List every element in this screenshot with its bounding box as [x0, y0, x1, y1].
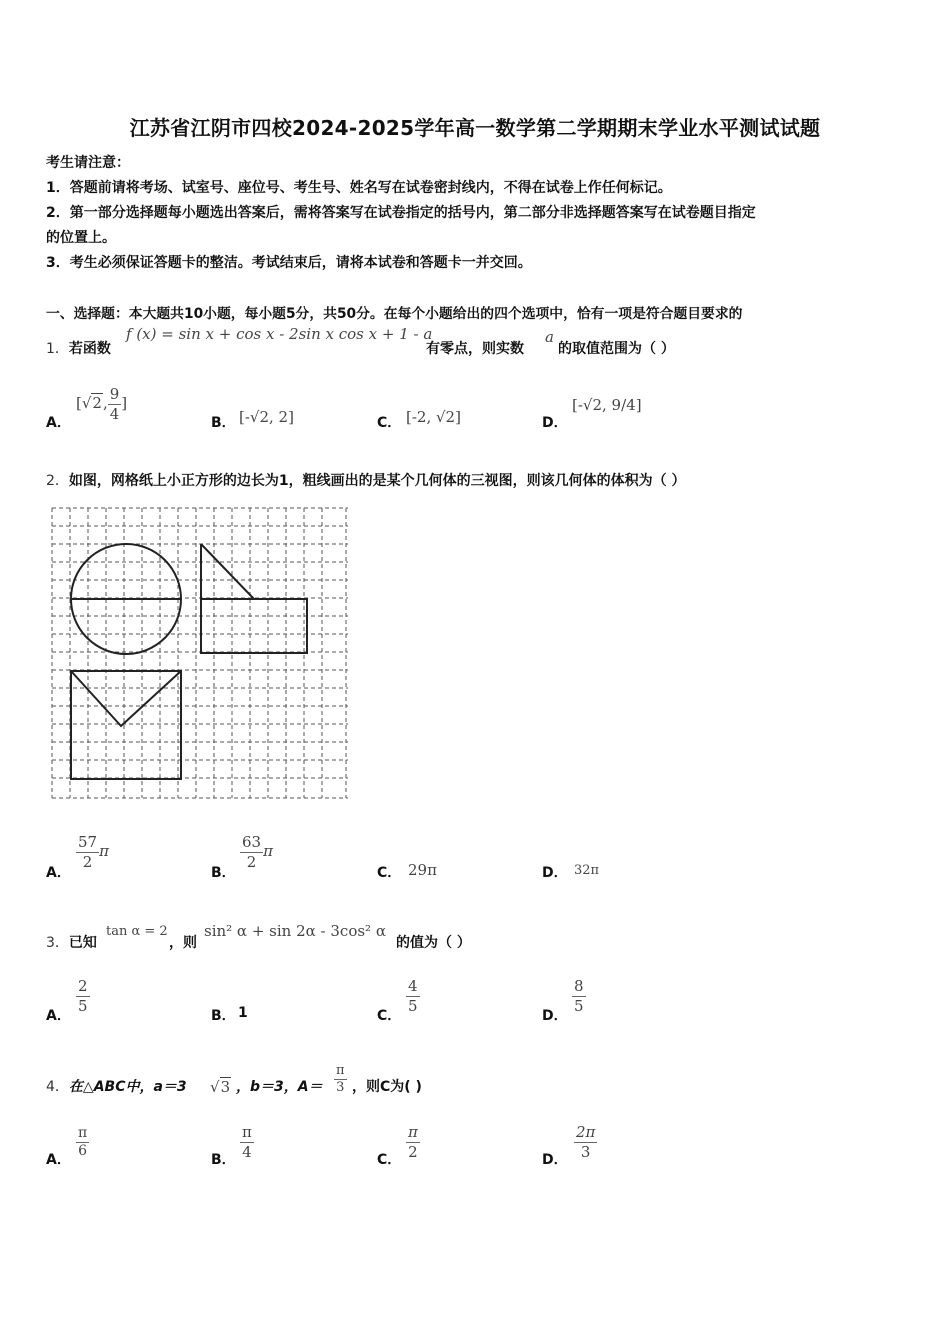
q1-variable: a [545, 328, 554, 346]
q4-option-d-value [574, 1124, 597, 1160]
q1-option-b-value: [-√2, 2] [239, 408, 294, 426]
q1-option-c-value: [-2, √2] [406, 408, 461, 426]
q3-pre: 已知 [68, 935, 97, 951]
q2-options [46, 834, 906, 886]
note-2a: 2．第一部分选择题每小题选出答案后，需将答案写在试卷指定的括号内，第二部分非选择题答案写在试卷题目指定 [46, 205, 756, 221]
fraction [406, 978, 420, 1014]
q1-post: 的取值范围为（ ） [558, 341, 675, 357]
option-label: A． [46, 415, 71, 431]
question-number: 4． [46, 1079, 69, 1095]
fraction [406, 1124, 420, 1160]
note-1: 1．答题前请将考场、试室号、座位号、考生号、姓名写在试卷密封线内，不得在试卷上作任何标记。 [46, 180, 672, 196]
q4-root [210, 1078, 231, 1096]
sqrt-sign: √ [210, 1078, 220, 1096]
q2-option-c-value: 29π [408, 861, 437, 879]
option-label: B． [211, 1152, 236, 1168]
note-2b: 的位置上。 [46, 230, 116, 246]
q3-options [46, 978, 906, 1030]
denominator: 5 [574, 996, 584, 1015]
option-d[interactable] [542, 862, 568, 882]
option-label: B． [211, 415, 236, 431]
question-1 [46, 338, 111, 358]
open-bracket: [ [76, 394, 82, 412]
question-2 [46, 470, 686, 490]
q4-option-b-value [240, 1124, 254, 1160]
numerator: π [408, 1123, 418, 1141]
pi-symbol: π [263, 842, 273, 860]
page-title: 江苏省江阴市四校2024-2025学年高一数学第二学期期末学业水平测试试题 [129, 116, 821, 140]
option-c[interactable] [377, 1005, 401, 1025]
option-d[interactable] [542, 412, 568, 432]
numerator: 2 [78, 977, 88, 995]
denominator: 3 [336, 1080, 345, 1096]
q4-option-c-value [406, 1124, 420, 1160]
option-b[interactable] [211, 412, 236, 432]
q4-mid: ，b＝3，A＝ [236, 1079, 323, 1095]
q1-formula: f (x) = sin x + cos x - 2sin x cos x + 1 - a [126, 325, 433, 343]
fraction [76, 1126, 89, 1160]
q3-option-d-value [572, 978, 586, 1014]
denominator: 4 [242, 1142, 252, 1161]
option-b[interactable] [211, 1149, 236, 1169]
q3-given: tan α = 2 [106, 924, 168, 939]
fraction [76, 834, 99, 870]
q1-pre: 若函数 [68, 341, 111, 357]
denominator: 6 [78, 1143, 88, 1160]
q2-option-b-value [240, 834, 273, 870]
option-c[interactable] [377, 862, 401, 882]
question-3 [46, 932, 97, 952]
question-4 [46, 1076, 187, 1096]
close-bracket: ] [121, 394, 128, 412]
q4-post: ，则C为( ) [352, 1079, 422, 1095]
denominator: 5 [78, 996, 88, 1015]
q4-pre: 在△ABC中，a＝3 [68, 1079, 187, 1095]
option-a[interactable] [46, 862, 71, 882]
option-a[interactable] [46, 1005, 71, 1025]
fraction [76, 978, 90, 1014]
fraction [334, 1064, 347, 1096]
q4-angle-a [334, 1064, 347, 1096]
option-a[interactable] [46, 412, 71, 432]
option-label: B． [211, 1008, 236, 1024]
notes-heading: 考生请注意： [46, 155, 130, 171]
numerator: 8 [574, 977, 584, 995]
side-view [201, 544, 307, 653]
option-label: A． [46, 1008, 71, 1024]
option-d[interactable] [542, 1005, 568, 1025]
section-heading: 一、选择题：本大题共10小题，每小题5分，共50分。在每个小题给出的四个选项中，恰有一项是符合题目要求的 [46, 306, 743, 322]
q2-option-d-value: 32π [574, 863, 600, 878]
q1-mid-text: 有零点，则实数 [426, 341, 524, 357]
q4-options [46, 1122, 906, 1174]
pi-symbol: π [99, 842, 109, 860]
denominator: 4 [109, 404, 120, 423]
option-b[interactable] [211, 862, 236, 882]
numerator: 57 [78, 833, 98, 851]
denominator: 2 [82, 852, 93, 871]
option-label: C． [377, 1008, 402, 1024]
fraction [574, 1124, 597, 1160]
option-a[interactable] [46, 1149, 71, 1169]
option-label: C． [377, 865, 402, 881]
q2-text: 如图，网格纸上小正方形的边长为1，粗线画出的是某个几何体的三视图，则该几何体的体积为（ ） [68, 473, 686, 489]
option-label: C． [377, 1152, 402, 1168]
q2-option-a-value [76, 834, 109, 870]
option-c[interactable] [377, 412, 401, 432]
q3-mid: ，则 [169, 935, 197, 951]
fraction [240, 1124, 254, 1160]
option-label: D． [542, 415, 568, 431]
q1-options [46, 386, 906, 432]
denominator: 2 [246, 852, 257, 871]
option-c[interactable] [377, 1149, 401, 1169]
fraction [572, 978, 586, 1014]
numerator: 9 [109, 385, 120, 403]
question-number: 1． [46, 341, 69, 357]
q3-option-a-value [76, 978, 90, 1014]
denominator: 3 [580, 1142, 591, 1161]
option-b[interactable] [211, 1005, 236, 1025]
three-view-figure [50, 506, 350, 802]
option-label: C． [377, 415, 402, 431]
option-d[interactable] [542, 1149, 568, 1169]
sqrt-radicand: 3 [220, 1078, 231, 1096]
question-number: 2． [46, 473, 69, 489]
option-label: A． [46, 1152, 71, 1168]
q3-expression: sin² α + sin 2α - 3cos² α [204, 922, 386, 940]
sqrt-sign: √ [81, 394, 92, 412]
option-label: D． [542, 865, 568, 881]
denominator: 5 [408, 996, 418, 1015]
q3-post: 的值为（ ） [396, 935, 471, 951]
q3-option-c-value [406, 978, 420, 1014]
option-label: D． [542, 1152, 568, 1168]
numerator: 63 [242, 833, 262, 851]
q4-option-a-value [76, 1126, 89, 1160]
numerator: 4 [408, 977, 418, 995]
denominator: 2 [408, 1142, 418, 1161]
option-label: B． [211, 865, 236, 881]
q1-option-a-value [76, 386, 127, 422]
numerator: π [334, 1064, 347, 1080]
front-view [71, 544, 181, 654]
q3-option-b-value: 1 [238, 1005, 248, 1021]
option-label: A． [46, 865, 71, 881]
numerator: π [76, 1126, 89, 1143]
note-3: 3．考生必须保证答题卡的整洁。考试结束后，请将本试卷和答题卡一并交回。 [46, 255, 532, 271]
q1-option-d-value: [-√2, 9/4] [572, 396, 642, 414]
numerator: π [242, 1123, 252, 1141]
q1-mid [426, 338, 524, 358]
fraction [240, 834, 263, 870]
fraction [108, 386, 122, 422]
comma: , [102, 394, 108, 412]
numerator: 2π [576, 1123, 596, 1141]
sqrt-radicand: 2 [92, 394, 102, 412]
question-number: 3． [46, 935, 69, 951]
option-label: D． [542, 1008, 568, 1024]
